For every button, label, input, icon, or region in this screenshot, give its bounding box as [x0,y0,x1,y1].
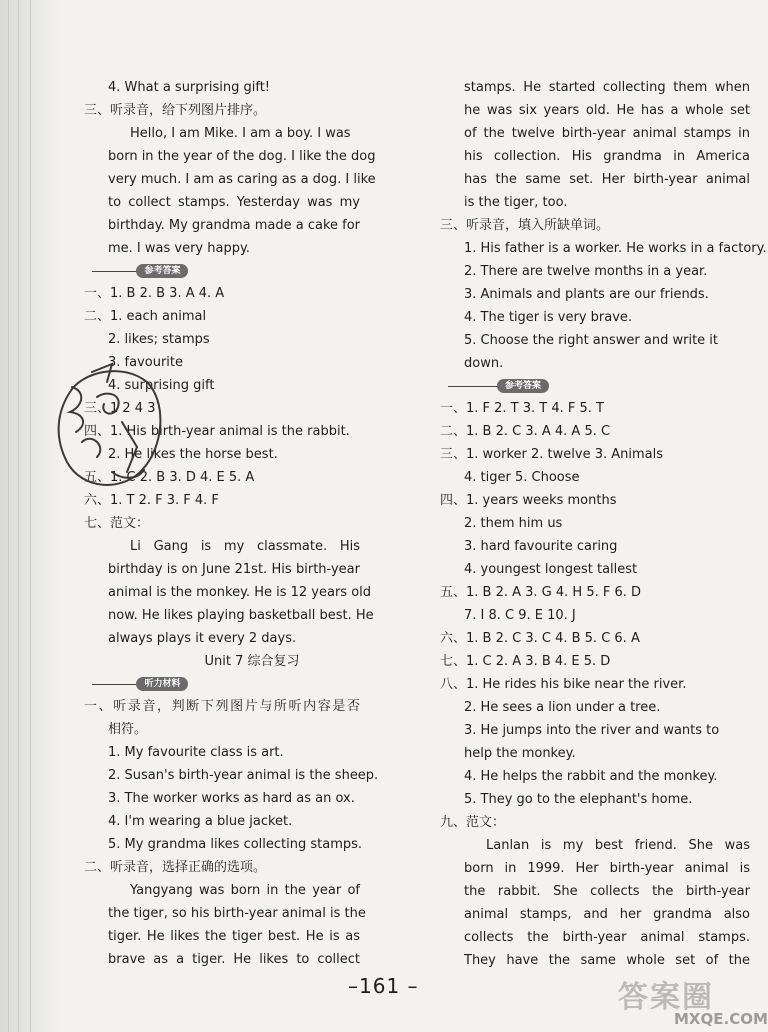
text-line: birthday. My grandma made a cake for [108,218,361,233]
text-line: birthday is on June 21st. His birth-year [108,562,360,577]
text-line: Lanlan is my best friend. She was [486,838,750,853]
text-line: 2. Susan's birth-year animal is the sheep. [108,768,379,783]
left-column [84,76,379,971]
text-line: 一、1. F 2. T 3. T 4. F 5. T [440,401,604,416]
text-line: 七、范文： [84,516,150,531]
right-column [440,76,767,972]
text-line: 二、1. each animal [84,309,207,324]
text-line: 一、听录音，判断下列图片与所听内容是否 [84,699,360,714]
handwritten-stamp-icon [52,352,172,502]
text-line: 五、1. B 2. A 3. G 4. H 5. F 6. D [440,585,642,600]
text-line: 4. The tiger is very brave. [464,310,633,325]
text-line: 六、1. B 2. C 3. C 4. B 5. C 6. A [440,631,640,646]
text-line: is the tiger, too. [464,195,568,210]
text-line: 1. His father is a worker. He works in a factory. [464,241,767,256]
text-line: born in the year of the dog. I like the dog [108,149,376,164]
text-line: has the same set. Her birth-year animal [464,172,750,187]
answer-divider [84,261,360,281]
text-line: collects the birth-year animal stamps. [464,930,750,945]
text-line: They have the same whole set of the [464,953,750,968]
text-line: very much. I am as caring as a dog. I like [108,172,376,187]
text-line: animal stamps, and her grandma also [464,907,750,922]
section-badge: 听力材料 [136,677,188,691]
text-line: 2. There are twelve months in a year. [464,264,708,279]
text-line: of the twelve birth-year animal stamps in [464,126,750,141]
page-number: –161 – [348,974,419,998]
watermark-text: 答案圈 [618,980,714,1015]
answer-divider [440,376,750,396]
text-line: 3. The worker works as hard as an ox. [108,791,355,806]
text-line: Li Gang is my classmate. His [130,539,360,554]
text-line: 二、1. B 2. C 3. A 4. A 5. C [440,424,611,439]
unit-title: Unit 7 综合复习 [204,654,300,669]
text-line: 5. They go to the elephant's home. [464,792,693,807]
text-line: 2. likes; stamps [108,332,210,347]
text-line: help the monkey. [464,746,576,761]
text-line: 5. Choose the right answer and write it [464,333,719,348]
text-line: 3. hard favourite caring [464,539,618,554]
text-line: 4. What a surprising gift! [108,80,271,95]
text-line: brave as a tiger. He likes to collect [108,952,360,967]
text-line: to collect stamps. Yesterday was my [108,195,360,210]
section-badge: 参考答案 [136,264,188,278]
text-line: down. [464,356,504,371]
text-line: Hello, I am Mike. I am a boy. I was [130,126,351,141]
text-line: 七、1. C 2. A 3. B 4. E 5. D [440,654,611,669]
text-line: 三、1 2 4 3 [84,401,156,416]
text-line: 三、听录音，填入所缺单词。 [440,218,610,233]
answer-divider [84,674,360,694]
page-binding-shadow [0,0,62,1032]
text-line: 三、听录音，给下列图片排序。 [84,103,267,118]
text-line: 2. He sees a lion under a tree. [464,700,661,715]
text-line: 六、1. T 2. F 3. F 4. F [84,493,219,508]
text-line: 相符。 [108,722,148,737]
text-line: tiger. He likes the tiger best. He is as [108,929,360,944]
text-line: 九、范文： [440,815,506,830]
text-line: 4. surprising gift [108,378,215,393]
text-line: he was six years old. He has a whole set [464,103,750,118]
text-line: 3. favourite [108,355,184,370]
text-line: animal is the monkey. He is 12 years old [108,585,372,600]
text-line: 2. them him us [464,516,563,531]
text-line: Yangyang was born in the year of [130,883,360,898]
text-line: his collection. His grandma in America [464,149,750,164]
text-line: 2. He likes the horse best. [108,447,278,462]
text-line: 1. My favourite class is art. [108,745,284,760]
text-line: stamps. He started collecting them when [464,80,750,95]
text-line: 三、1. worker 2. twelve 3. Animals [440,447,663,462]
text-line: 7. I 8. C 9. E 10. J [464,608,576,623]
text-line: the tiger, so his birth-year animal is the [108,906,366,921]
text-line: 4. tiger 5. Choose [464,470,580,485]
text-line: 4. youngest longest tallest [464,562,638,577]
watermark [618,970,768,1032]
text-line: 一、1. B 2. B 3. A 4. A [84,286,225,301]
text-line: 五、1. C 2. B 3. D 4. E 5. A [84,470,255,485]
text-line: 5. My grandma likes collecting stamps. [108,837,363,852]
section-badge: 参考答案 [497,379,549,393]
text-line: 四、1. His birth-year animal is the rabbit. [84,424,350,439]
text-line: now. He likes playing basketball best. He [108,608,374,623]
text-line: 4. I'm wearing a blue jacket. [108,814,293,829]
text-line: me. I was very happy. [108,241,250,256]
watermark-url: MXQE.COM [674,1010,768,1028]
text-line: born in 1999. Her birth-year animal is [464,861,750,876]
text-line: 4. He helps the rabbit and the monkey. [464,769,718,784]
text-line: 3. Animals and plants are our friends. [464,287,709,302]
text-line: always plays it every 2 days. [108,631,297,646]
text-line: 四、1. years weeks months [440,493,617,508]
text-line: the rabbit. She collects the birth-year [464,884,750,899]
text-line: 二、听录音，选择正确的选项。 [84,860,267,875]
text-line: 八、1. He rides his bike near the river. [440,677,687,692]
text-line: 3. He jumps into the river and wants to [464,723,720,738]
